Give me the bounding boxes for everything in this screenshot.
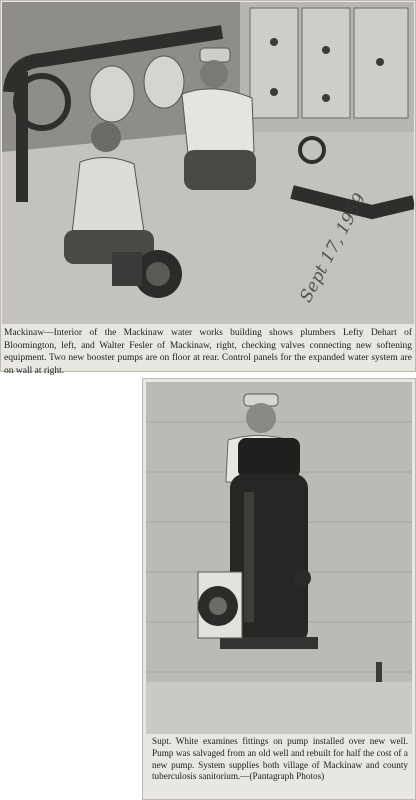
newspaper-clipping-bottom xyxy=(142,378,416,800)
photo-water-works-interior xyxy=(2,2,414,324)
caption-top: Mackinaw—Interior of the Mackinaw water works building shows plumbers Lefty Dehart of Bloomington, left, and Walter Fesler of Mackinaw, right, checking valves connecting new softening equipment. Two new booster pumps are on floor at rear. Control panels for the expanded water system are on wall at right. xyxy=(4,328,412,376)
photo-pump-over-well xyxy=(146,382,412,734)
newspaper-clipping-top xyxy=(0,0,416,376)
handwritten-date: Sept 17, 1959 xyxy=(296,190,371,306)
control-panels xyxy=(240,2,414,132)
caption-bottom: Supt. White examines fittings on pump installed over new well. Pump was salvaged from an old well and rebuilt for half the cost of a new pump. System supplies both village of Mackinaw and county tuberculosis sanitorium.—(Pantagraph Photos) xyxy=(152,736,408,782)
water-works-photo-graphic xyxy=(2,2,414,324)
pump-photo-graphic xyxy=(146,382,412,734)
